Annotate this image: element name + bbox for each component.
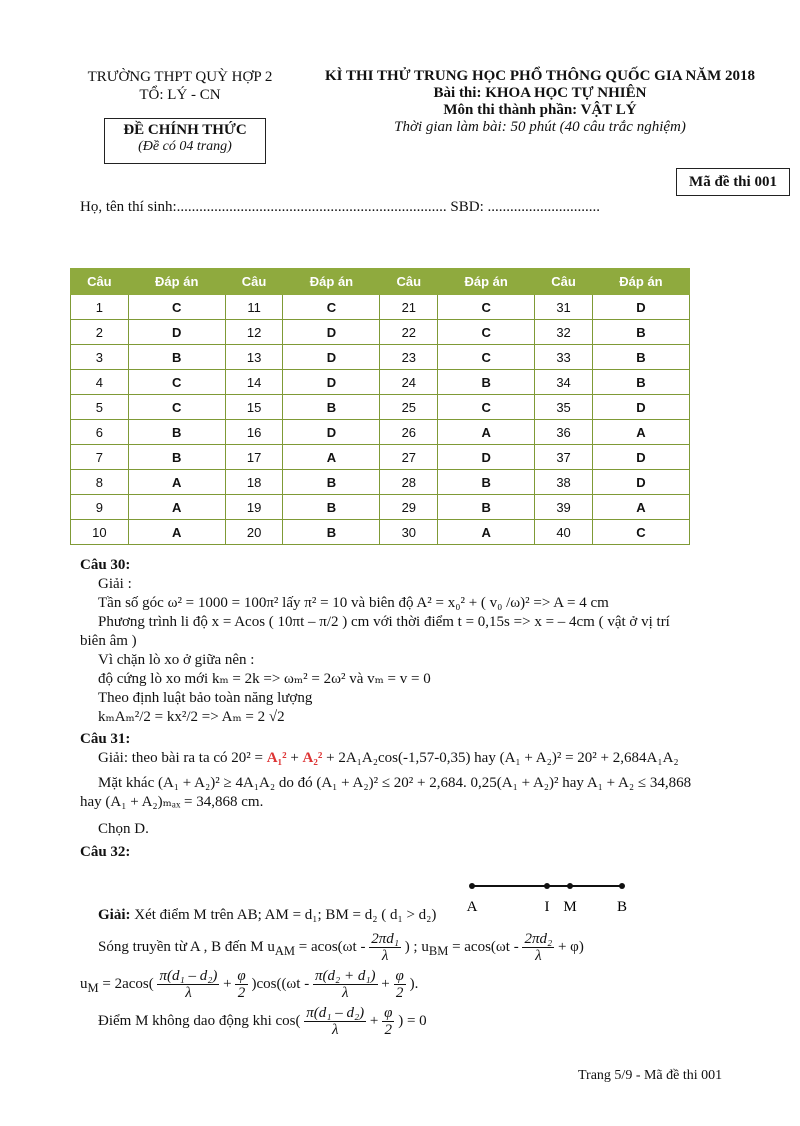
question-number: 19	[225, 495, 283, 520]
question-number: 18	[225, 470, 283, 495]
answer-letter: C	[283, 295, 380, 320]
question-number: 25	[380, 395, 438, 420]
point-i-dot	[544, 883, 550, 889]
q31-line	[80, 749, 760, 768]
fraction	[382, 1005, 394, 1038]
answer-letter: C	[438, 295, 535, 320]
question-number: 17	[225, 445, 283, 470]
table-row	[71, 495, 690, 520]
question-number: 22	[380, 320, 438, 345]
question-number: 10	[71, 520, 129, 545]
q32-text: ) = 0	[398, 1012, 427, 1029]
answer-letter: D	[438, 445, 535, 470]
answer-letter: B	[438, 470, 535, 495]
q30-intro: Giải :	[98, 576, 132, 592]
department: TỔ: LÝ - CN	[139, 87, 221, 103]
answer-letter: B	[128, 345, 225, 370]
col-answer: Đáp án	[128, 269, 225, 295]
table-row	[71, 295, 690, 320]
frac-num: φ	[384, 1005, 393, 1021]
answer-letter: A	[438, 520, 535, 545]
q31-term: A₁²	[266, 750, 287, 766]
question-number: 26	[380, 420, 438, 445]
answer-letter: B	[283, 470, 380, 495]
q31-term: A₂²	[302, 750, 323, 766]
q32-line: Điểm M không dao động khi cos( $\frac{\text{π(d₁ – d₂)}}{\lambda}$ + $\frac{\varphi}{2}$ ) = 0	[98, 1005, 427, 1038]
question-number: 29	[380, 495, 438, 520]
q32-text: + φ)	[557, 938, 584, 955]
question-number: 33	[535, 345, 593, 370]
q31-title: Câu 31:	[80, 731, 131, 747]
question-number: 36	[535, 420, 593, 445]
q32-sub: AM	[274, 943, 296, 958]
question-number: 11	[225, 295, 283, 320]
component-line: Môn thi thành phần: VẬT LÝ	[443, 102, 637, 118]
q30-line: kₘAₘ²/2 = kx²/2 => Aₘ = 2 √2	[98, 709, 285, 725]
frac-num: 2πd₂	[524, 931, 553, 947]
answer-letter: D	[592, 295, 689, 320]
answer-letter: C	[438, 395, 535, 420]
point-b-dot	[619, 883, 625, 889]
frac-den: λ	[185, 985, 192, 1001]
q32-sub: BM	[428, 943, 449, 958]
table-row	[71, 370, 690, 395]
answer-letter: B	[128, 420, 225, 445]
fraction	[304, 1005, 366, 1038]
official-box	[104, 118, 266, 164]
question-number: 2	[71, 320, 129, 345]
q31-text: + 2A₁A₂cos(-1,57-0,35) hay (A₁ + A₂)² = 20² + 2,684A₁A₂	[326, 750, 679, 766]
answer-letter: C	[128, 370, 225, 395]
table-row	[71, 345, 690, 370]
answer-letter: B	[283, 520, 380, 545]
frac-den: 2	[384, 1022, 393, 1038]
fraction	[313, 968, 378, 1001]
answer-letter: D	[592, 470, 689, 495]
point-m-dot	[567, 883, 573, 889]
question-number: 38	[535, 470, 593, 495]
answer-letter: C	[592, 520, 689, 545]
answer-letter: A	[128, 520, 225, 545]
official-label: ĐỀ CHÍNH THỨC	[123, 122, 247, 138]
q32-text: = 2acos(	[98, 975, 154, 992]
fraction	[157, 968, 219, 1001]
question-number: 1	[71, 295, 129, 320]
q30-line: biên âm )	[80, 633, 137, 649]
q32-line: $u_M = 2acos$( $\frac{\text{π(d₁ – d₂)}}{\lambda}$ + $\frac{\varphi}{2}$ )cos((ωt - $\frac{\text{π(d₂ + d₁)}}{\lambda}$ + $\frac{\varphi}{2}$ ).	[80, 968, 419, 1001]
question-number: 20	[225, 520, 283, 545]
q31-line: hay (A₁ + A₂)ₘₐₓ = 34,868 cm.	[80, 794, 264, 810]
fraction	[369, 931, 401, 964]
table-row	[71, 320, 690, 345]
q30-line: Theo định luật bảo toàn năng lượng	[98, 690, 313, 706]
answer-letter: D	[283, 320, 380, 345]
answer-letter: A	[283, 445, 380, 470]
answer-letter: D	[283, 420, 380, 445]
frac-num: φ	[395, 968, 404, 984]
answer-letter: C	[128, 395, 225, 420]
frac-den: λ	[342, 985, 349, 1001]
q31-choice: Chọn D.	[98, 821, 149, 837]
question-number: 12	[225, 320, 283, 345]
frac-num: π(d₁ – d₂)	[306, 1005, 365, 1021]
q32-text: Xét điểm M trên AB; AM = d₁; BM = d₂ ( d₁ > d₂)	[134, 907, 437, 923]
question-number: 40	[535, 520, 593, 545]
question-number: 27	[380, 445, 438, 470]
q30-line: độ cứng lò xo mới kₘ = 2k => ωₘ² = 2ω² và vₘ = v = 0	[98, 671, 431, 687]
frac-num: 2πd₁	[371, 931, 399, 947]
segment-diagram	[466, 878, 640, 918]
point-a-dot	[469, 883, 475, 889]
question-number: 8	[71, 470, 129, 495]
question-number: 31	[535, 295, 593, 320]
question-number: 4	[71, 370, 129, 395]
answer-letter: D	[592, 445, 689, 470]
answer-table	[70, 268, 690, 545]
school-name: TRƯỜNG THPT QUỲ HỢP 2	[87, 69, 273, 85]
question-number: 37	[535, 445, 593, 470]
answer-letter: C	[128, 295, 225, 320]
col-question: Câu	[380, 269, 438, 295]
answer-letter: A	[128, 495, 225, 520]
question-number: 15	[225, 395, 283, 420]
col-question: Câu	[535, 269, 593, 295]
fraction	[522, 931, 554, 964]
answer-letter: A	[592, 420, 689, 445]
question-number: 23	[380, 345, 438, 370]
q32-text: Điểm M không dao động khi cos(	[98, 1012, 301, 1029]
frac-den: λ	[535, 948, 542, 964]
question-number: 16	[225, 420, 283, 445]
exam-code-box: Mã đề thi 001	[676, 168, 790, 196]
question-number: 7	[71, 445, 129, 470]
question-number: 34	[535, 370, 593, 395]
frac-den: 2	[237, 985, 246, 1001]
q32-text: = acos(ωt -	[295, 938, 366, 955]
frac-num: φ	[237, 968, 246, 984]
page-footer: Trang 5/9 - Mã đề thi 001	[578, 1068, 723, 1083]
fraction	[235, 968, 247, 1001]
q32-text: u	[80, 975, 88, 992]
answer-letter: B	[438, 370, 535, 395]
question-number: 6	[71, 420, 129, 445]
answer-letter: D	[592, 395, 689, 420]
subject-line: Bài thi: KHOA HỌC TỰ NHIÊN	[433, 85, 647, 101]
solutions	[80, 556, 760, 1038]
q32-text: ) ; u	[404, 938, 429, 955]
point-a-label: A	[466, 899, 478, 915]
frac-den: 2	[395, 985, 404, 1001]
answer-letter: B	[592, 320, 689, 345]
q31-line: Mặt khác (A₁ + A₂)² ≥ 4A₁A₂ do đó (A₁ + A₂)² ≤ 20² + 2,684. 0,25(A₁ + A₂)² hay A₁ + A₂ ≤ 34,868	[98, 775, 692, 791]
q32-sub: M	[87, 980, 99, 995]
question-number: 28	[380, 470, 438, 495]
frac-num: π(d₂ + d₁)	[314, 968, 376, 984]
answer-letter: A	[592, 495, 689, 520]
col-question: Câu	[71, 269, 129, 295]
fraction	[394, 968, 406, 1001]
q30-line: Phương trình li độ x = Acos ( 10πt – π/2 ) cm với thời điểm t = 0,15s => x = – 4cm ( vật ở vị trí	[98, 614, 670, 630]
answer-letter: B	[283, 495, 380, 520]
question-number: 35	[535, 395, 593, 420]
school-header	[60, 68, 300, 104]
exam-title: KÌ THI THỬ TRUNG HỌC PHỔ THÔNG QUỐC GIA NĂM 2018	[324, 68, 756, 84]
question-number: 14	[225, 370, 283, 395]
q32-text: = acos(ωt -	[448, 938, 519, 955]
q30-title: Câu 30:	[80, 557, 131, 573]
answer-letter: B	[283, 395, 380, 420]
point-b-label: B	[616, 899, 628, 915]
q32-text: Sóng truyền từ A , B đến M u	[98, 938, 275, 955]
q32-bold: Giải:	[98, 907, 131, 923]
point-m-label: M	[563, 899, 577, 915]
pages-note: (Đề có 04 trang)	[138, 139, 232, 154]
question-number: 21	[380, 295, 438, 320]
col-answer: Đáp án	[438, 269, 535, 295]
q31-text: +	[290, 750, 299, 766]
q30-line: Tần số góc ω² = 1000 = 100π² lấy π² = 10 và biên độ A² = x₀² + ( v₀ /ω)² => A = 4 cm	[98, 595, 609, 611]
col-answer: Đáp án	[592, 269, 689, 295]
q30-line: Vì chặn lò xo ở giữa nên :	[98, 652, 255, 668]
table-row	[71, 395, 690, 420]
frac-num: π(d₁ – d₂)	[159, 968, 218, 984]
question-number: 39	[535, 495, 593, 520]
answer-letter: C	[438, 345, 535, 370]
question-number: 13	[225, 345, 283, 370]
table-row	[71, 520, 690, 545]
question-number: 30	[380, 520, 438, 545]
answer-letter: D	[128, 320, 225, 345]
q32-line	[80, 931, 760, 964]
exam-header	[300, 68, 780, 136]
answer-letter: D	[283, 345, 380, 370]
time-line: Thời gian làm bài: 50 phút (40 câu trắc nghiệm)	[394, 119, 686, 135]
answer-letter: A	[128, 470, 225, 495]
q32-text: ).	[409, 975, 419, 992]
question-number: 32	[535, 320, 593, 345]
q31-text: Giải: theo bài ra ta có 20² =	[98, 750, 263, 766]
answer-letter: B	[592, 345, 689, 370]
answer-letter: C	[438, 320, 535, 345]
q32-title: Câu 32:	[80, 844, 131, 860]
point-i-label: I	[544, 899, 550, 915]
col-answer: Đáp án	[283, 269, 380, 295]
table-row	[71, 420, 690, 445]
frac-den: λ	[381, 948, 389, 964]
answer-letter: D	[283, 370, 380, 395]
answer-letter: A	[438, 420, 535, 445]
question-number: 3	[71, 345, 129, 370]
question-number: 9	[71, 495, 129, 520]
question-number: 24	[380, 370, 438, 395]
table-row	[71, 445, 690, 470]
q32-text: )cos((ωt -	[251, 975, 310, 992]
table-row	[71, 470, 690, 495]
frac-den: λ	[331, 1022, 339, 1038]
question-number: 5	[71, 395, 129, 420]
answer-letter: B	[438, 495, 535, 520]
answer-table-header	[71, 269, 690, 295]
q32-line	[80, 906, 760, 925]
candidate-line: Họ, tên thí sinh:........................................................................ SBD: ..............................	[80, 199, 601, 215]
answer-letter: B	[592, 370, 689, 395]
answer-letter: B	[128, 445, 225, 470]
col-question: Câu	[225, 269, 283, 295]
